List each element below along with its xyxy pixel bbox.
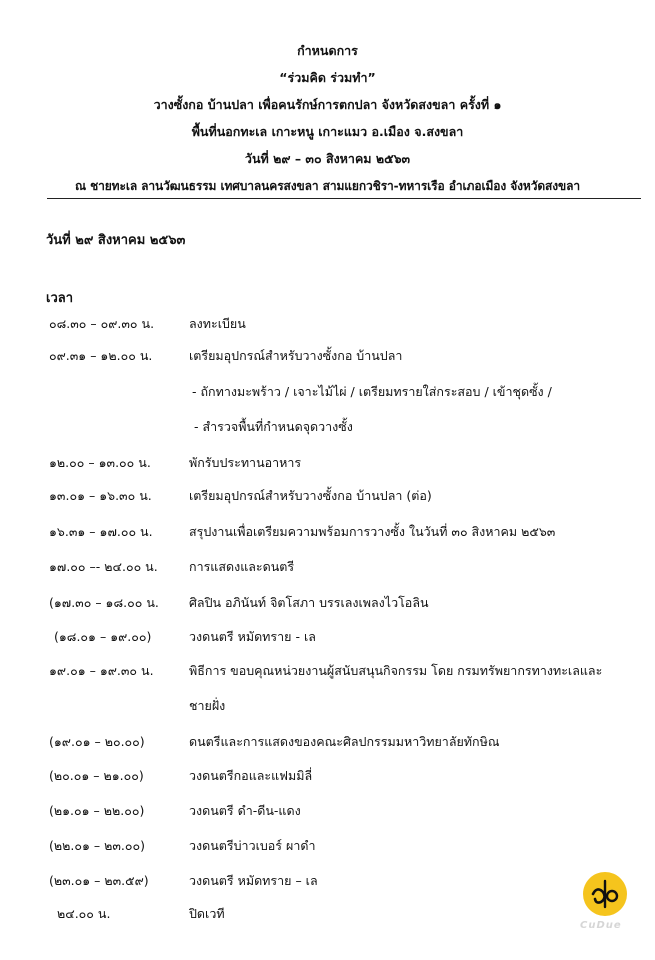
- schedule-row: [0, 486, 655, 506]
- schedule-time: ๑๗.๐๐ –- ๒๔.๐๐ น.: [49, 559, 158, 574]
- schedule-time: (๒๐.๐๑ – ๒๑.๐๐): [49, 768, 144, 783]
- schedule-time: (๑๘.๐๑ – ๑๙.๐๐): [54, 629, 152, 644]
- watermark: CuDue: [580, 920, 622, 931]
- schedule-row: [0, 346, 655, 366]
- schedule-row: [0, 836, 655, 856]
- schedule-activity: ลงทะเบียน: [189, 316, 246, 331]
- schedule-row: [0, 766, 655, 786]
- schedule-activity: สรุปงานเพื่อเตรียมความพร้อมการวางซั้ง ในวันที่ ๓๐ สิงหาคม ๒๕๖๓: [189, 524, 556, 539]
- schedule-time: (๒๑.๐๑ – ๒๒.๐๐): [49, 803, 145, 818]
- schedule-row: [0, 593, 655, 613]
- ceremony-continuation: ชายฝั่ง: [189, 698, 226, 713]
- schedule-time: ๐๘.๓๐ – ๐๙.๓๐ น.: [49, 316, 155, 331]
- prep-subitem: - ถักทางมะพร้าว / เจาะไม้ไผ่ / เตรียมทรายใส่กระสอบ / เข้าชุดซั้ง /: [192, 384, 552, 399]
- schedule-row: [0, 871, 655, 891]
- schedule-time: (๑๗.๓๐ – ๑๘.๐๐ น.: [49, 595, 159, 610]
- schedule-activity: วงดนตรีกอและแฟมมิลี่: [189, 768, 313, 783]
- schedule-row: [0, 732, 655, 752]
- prep-subitem: - สำรวจพื้นที่กำหนดจุดวางซั้ง: [194, 419, 353, 434]
- schedule-activity: เตรียมอุปกรณ์สำหรับวางซั้งกอ บ้านปลา: [189, 348, 403, 363]
- event-dates: วันที่ ๒๙ – ๓๐ สิงหาคม ๒๕๖๓: [244, 151, 411, 166]
- schedule-activity: การแสดงและดนตรี: [189, 559, 295, 574]
- schedule-time: ๑๖.๓๑ – ๑๗.๐๐ น.: [49, 524, 153, 539]
- day-heading: วันที่ ๒๙ สิงหาคม ๒๕๖๓: [46, 233, 186, 248]
- schedule-row: [0, 314, 655, 334]
- schedule-row: [0, 627, 655, 647]
- schedule-activity: วงดนตรี หมัดทราย – เล: [189, 873, 318, 888]
- schedule-activity: วงดนตรี ดำ-ดีน-แดง: [189, 803, 301, 818]
- app-logo-icon: [583, 872, 627, 916]
- schedule-time: ๑๒.๐๐ – ๑๓.๐๐ น.: [49, 455, 151, 470]
- schedule-time: (๒๒.๐๑ – ๒๓.๐๐): [49, 838, 145, 853]
- schedule-row: [0, 661, 655, 681]
- schedule-row: [0, 453, 655, 473]
- event-area: พื้นที่นอกทะเล เกาะหนู เกาะแมว อ.เมือง จ.สงขลา: [191, 124, 464, 139]
- schedule-activity: ดนตรีและการแสดงของคณะศิลปกรรมมหาวิทยาลัยทักษิณ: [189, 734, 500, 749]
- schedule-activity: วงดนตรีบ่าวเบอร์ ผาดำ: [189, 838, 316, 853]
- document-title: กำหนดการ: [297, 43, 358, 58]
- schedule-activity: พิธีการ ขอบคุณหน่วยงานผู้สนับสนุนกิจกรรม โดย กรมทรัพยากรทางทะเลและ: [189, 663, 603, 678]
- schedule-activity: วงดนตรี หมัดทราย - เล: [189, 629, 316, 644]
- event-venue: ณ ชายทะเล ลานวัฒนธรรม เทศบาลนครสงขลา สามแยกวชิรา-ทหารเรือ อำเภอเมือง จังหวัดสงขลา: [74, 179, 581, 193]
- schedule-time: (๒๓.๐๑ – ๒๓.๕๙): [49, 873, 149, 888]
- schedule-time: ๐๙.๓๑ – ๑๒.๐๐ น.: [49, 348, 153, 363]
- schedule-activity: ปิดเวที: [189, 906, 225, 921]
- schedule-activity: เตรียมอุปกรณ์สำหรับวางซั้งกอ บ้านปลา (ต่อ): [189, 488, 432, 503]
- schedule-time: ๑๓.๐๑ – ๑๖.๓๐ น.: [49, 488, 152, 503]
- schedule-row: [0, 522, 655, 542]
- schedule-activity: พักรับประทานอาหาร: [189, 455, 302, 470]
- schedule-row: [0, 904, 655, 924]
- schedule-time: (๑๙.๐๑ – ๒๐.๐๐): [49, 734, 145, 749]
- schedule-time: ๑๙.๐๑ – ๑๙.๓๐ น.: [49, 663, 154, 678]
- header-divider: [47, 198, 641, 199]
- time-heading: เวลา: [46, 291, 74, 306]
- schedule-activity: ศิลปิน อภินันท์ จิตโสภา บรรเลงเพลงไวโอลิน: [189, 595, 429, 610]
- schedule-time: ๒๔.๐๐ น.: [57, 906, 111, 921]
- event-name: วางซั้งกอ บ้านปลา เพื่อคนรักษ์การตกปลา จังหวัดสงขลา ครั้งที่ ๑: [153, 97, 502, 112]
- schedule-row: [0, 557, 655, 577]
- event-slogan: “ร่วมคิด ร่วมทำ”: [279, 70, 376, 85]
- schedule-row: [0, 801, 655, 821]
